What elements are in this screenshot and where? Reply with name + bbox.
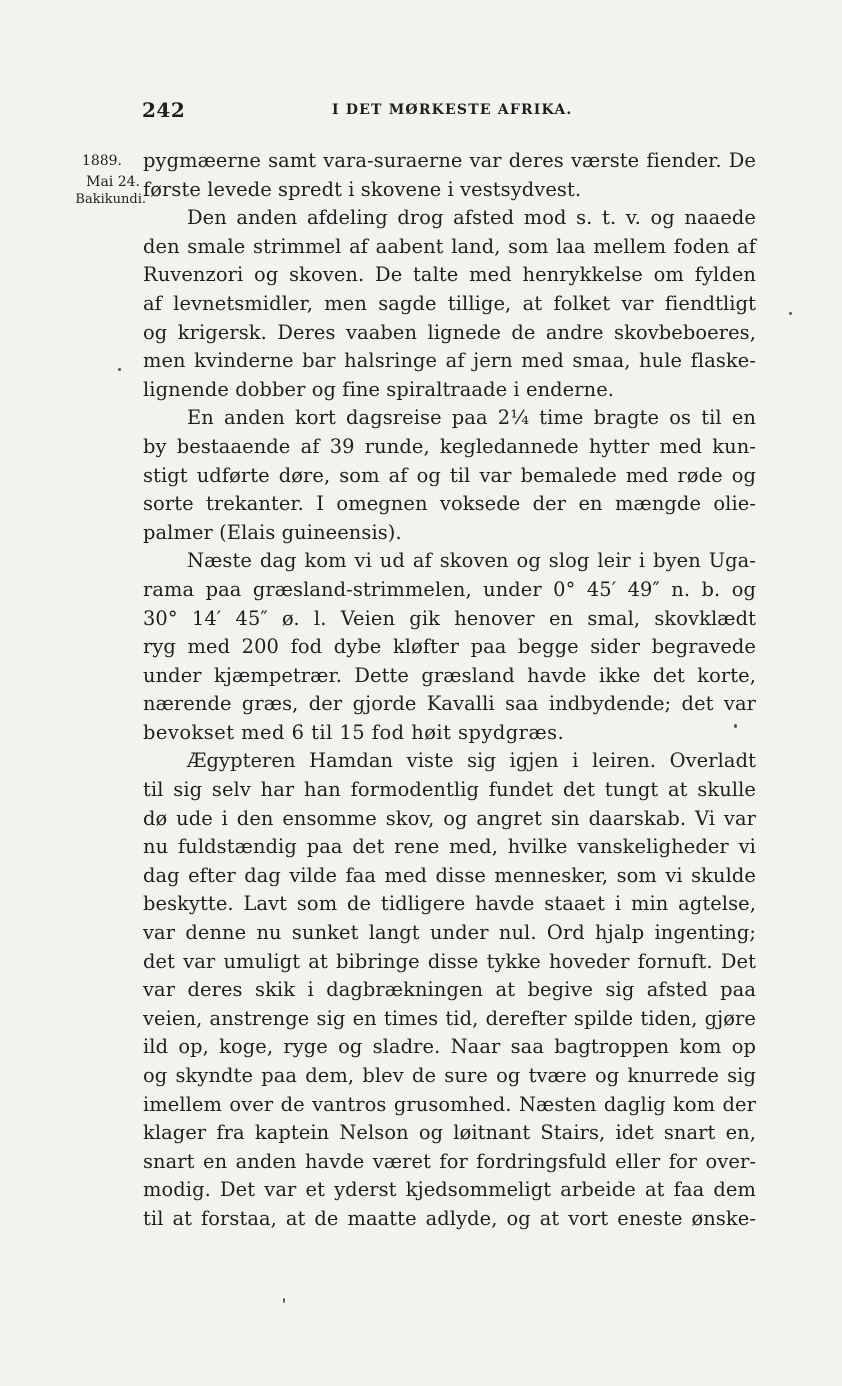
text-line: lignende dobber og fine spiraltraade i enderne.	[143, 377, 615, 401]
print-speck	[734, 724, 737, 728]
text-line: sorte trekanter. I omegnen voksede der en mængde olie-	[143, 492, 756, 516]
print-speck	[118, 368, 121, 371]
text-line: En anden kort dagsreise paa 2¼ time bragte os til en	[187, 406, 756, 430]
text-line: palmer (Elais guineensis).	[143, 520, 402, 544]
text-line: den smale strimmel af aabent land, som laa mellem foden af	[143, 234, 756, 258]
margin-note-date: Mai 24.	[86, 174, 140, 190]
text-line: til at forstaa, at de maatte adlyde, og at vort eneste ønske-	[143, 1206, 756, 1230]
print-speck	[283, 1298, 285, 1303]
text-line: men kvinderne bar halsringe af jern med smaa, hule flaske-	[143, 349, 756, 373]
text-line: til sig selv har han formodentlig fundet det tungt at skulle	[143, 778, 756, 802]
text-line: imellem over de vantros grusomhed. Næsten daglig kom der	[143, 1092, 756, 1116]
text-line: Næste dag kom vi ud af skoven og slog leir i byen Uga-	[187, 549, 756, 573]
text-line: 30° 14′ 45″ ø. l. Veien gik henover en smal, skovklædt	[143, 606, 756, 630]
text-line: pygmæerne samt vara-suraerne var deres værste fiender. De	[143, 149, 756, 172]
text-line: dag efter dag vilde faa med disse mennesker, som vi skulde	[143, 863, 756, 887]
text-line: var denne nu sunket langt under nul. Ord hjalp ingenting;	[143, 921, 756, 945]
margin-note-year: 1889.	[81, 153, 122, 169]
text-line: det var umuligt at bibringe disse tykke hoveder fornuft. Det	[143, 949, 756, 973]
text-line: by bestaaende af 39 runde, kegledannede hytter med kun-	[143, 434, 756, 458]
text-line: nærende græs, der gjorde Kavalli saa indbydende; det var	[143, 692, 756, 716]
text-line: beskytte. Lavt som de tidligere havde staaet i min agtelse,	[143, 892, 756, 916]
text-line: var deres skik i dagbrækningen at begive sig afsted paa	[143, 978, 756, 1002]
text-line: Ruvenzori og skoven. De talte med henrykkelse om fylden	[143, 263, 756, 287]
text-line: klager fra kaptein Nelson og løitnant Stairs, idet snart en,	[143, 1121, 756, 1145]
text-line: under kjæmpetrær. Dette græsland havde ikke det korte,	[143, 663, 756, 687]
text-line: veien, anstrenge sig en times tid, derefter spilde tiden, gjøre	[143, 1006, 756, 1030]
text-line: bevokset med 6 til 15 fod høit spydgræs.	[143, 720, 565, 744]
text-line: dø ude i den ensomme skov, og angret sin daarskab. Vi var	[143, 806, 756, 830]
body-text	[143, 147, 756, 1234]
text-line: første levede spredt i skovene i vestsydvest.	[143, 177, 582, 201]
page-number: 242	[142, 98, 186, 122]
text-line: stigt udførte døre, som af og til var bemalede med røde og	[143, 463, 756, 487]
text-line: snart en anden havde været for fordringsfuld eller for over-	[143, 1149, 756, 1173]
margin-notes	[56, 150, 146, 211]
text-line: og krigersk. Deres vaaben lignede de andre skovbeboeres,	[143, 320, 756, 344]
text-line: Ægypteren Hamdan viste sig igjen i leiren. Overladt	[187, 749, 756, 773]
print-speck	[789, 312, 792, 315]
text-line: af levnetsmidler, men sagde tillige, at folket var fiendtligt	[143, 291, 756, 315]
text-line: nu fuldstændig paa det rene med, hvilke vanskeligheder vi	[143, 835, 756, 859]
text-line: og skyndte paa dem, blev de sure og tvære og knurrede sig	[143, 1064, 756, 1087]
margin-note-place: Bakikundi.	[75, 192, 146, 207]
text-line: ryg med 200 fod dybe kløfter paa begge sider begravede	[143, 635, 756, 659]
text-line: ild op, koge, ryge og sladre. Naar saa bagtroppen kom op	[143, 1035, 756, 1059]
text-line: Den anden afdeling drog afsted mod s. t. v. og naaede	[187, 206, 756, 230]
text-line: modig. Det var et yderst kjedsommeligt arbeide at faa dem	[143, 1178, 756, 1202]
text-line: rama paa græsland-strimmelen, under 0° 45′ 49″ n. b. og	[143, 577, 756, 601]
page-header	[142, 98, 762, 128]
running-title: I DET MØRKESTE AFRIKA.	[332, 102, 573, 118]
